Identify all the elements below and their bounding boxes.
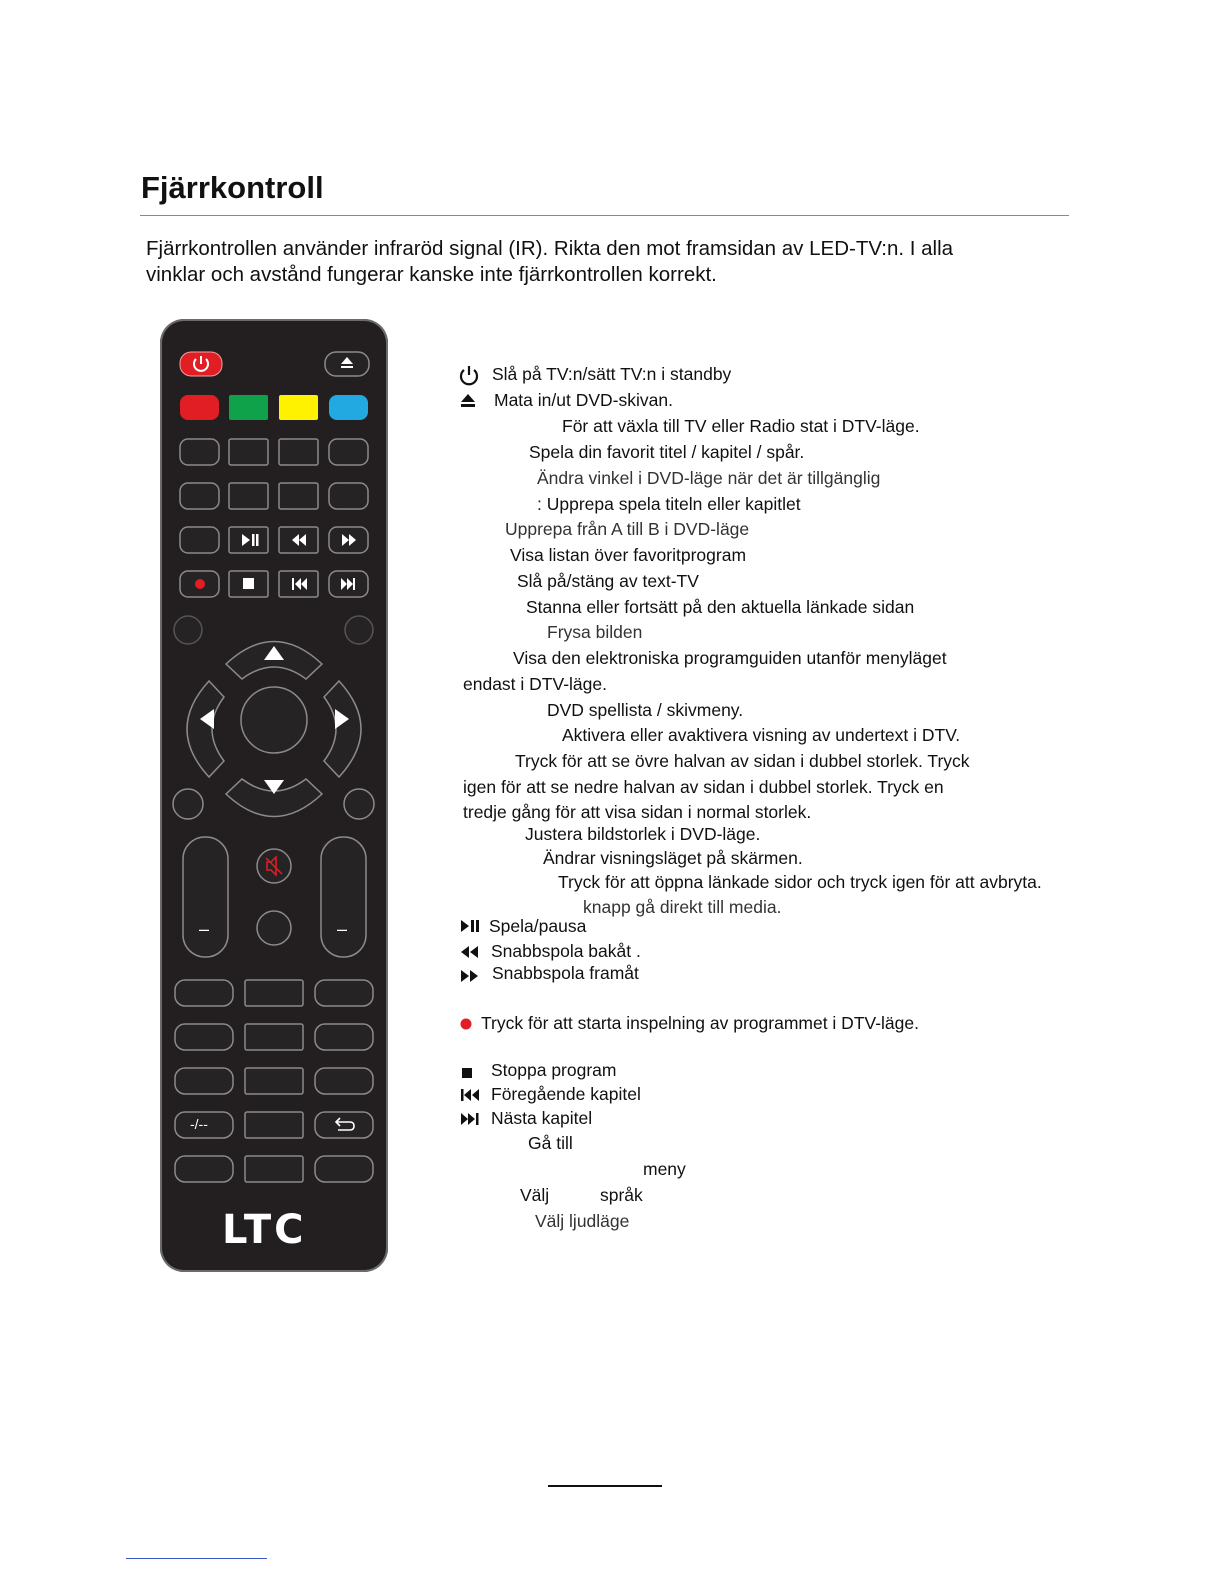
title-divider bbox=[140, 215, 1069, 216]
desc-stop: Stoppa program bbox=[491, 1060, 617, 1080]
round-button-left bbox=[173, 789, 203, 819]
ok-button bbox=[241, 687, 307, 753]
stop-icon bbox=[243, 578, 254, 589]
previous-icon bbox=[460, 1087, 480, 1107]
blue-button bbox=[329, 395, 368, 420]
desc-display-mode: Ändrar visningsläget på skärmen. bbox=[543, 848, 803, 868]
desc-freeze: Frysa bilden bbox=[547, 622, 643, 642]
desc-favorite-title: Spela din favorit titel / kapitel / spår. bbox=[529, 442, 805, 462]
desc-menu: meny bbox=[643, 1159, 686, 1179]
desc-next: Nästa kapitel bbox=[491, 1108, 593, 1128]
number-button bbox=[245, 1068, 303, 1094]
function-button bbox=[279, 439, 318, 465]
footer-link-line bbox=[126, 1558, 267, 1559]
desc-record: Tryck för att starta inspelning av programmet i DTV-läge. bbox=[481, 1013, 919, 1033]
function-button bbox=[180, 483, 219, 509]
number-button bbox=[315, 1024, 373, 1050]
desc-epg: Visa den elektroniska programguiden utanför menyläget bbox=[513, 648, 947, 668]
number-button bbox=[245, 1112, 303, 1138]
intro-paragraph bbox=[146, 236, 1066, 288]
round-button-right bbox=[345, 616, 373, 644]
record-icon bbox=[195, 579, 205, 589]
desc-size-1: Tryck för att se övre halvan av sidan i dubbel storlek. Tryck bbox=[515, 751, 970, 771]
desc-teletext: Slå på/stäng av text-TV bbox=[517, 571, 699, 591]
desc-ab-repeat: Upprepa från A till B i DVD-läge bbox=[505, 519, 750, 539]
yellow-button bbox=[279, 395, 318, 420]
intro-line-1: Fjärrkontrollen använder infraröd signal (IR). Rikta den mot framsidan av LED-TV:n. I alla bbox=[146, 237, 954, 260]
round-button-right bbox=[344, 789, 374, 819]
desc-tv-radio: För att växla till TV eller Radio stat i DTV-läge. bbox=[562, 416, 920, 436]
function-button bbox=[229, 483, 268, 509]
rewind-icon bbox=[460, 944, 480, 964]
play-pause-icon bbox=[460, 918, 480, 939]
record-icon bbox=[459, 1016, 473, 1036]
number-button bbox=[315, 1068, 373, 1094]
function-button bbox=[329, 439, 368, 465]
desc-zoom: Justera bildstorlek i DVD-läge. bbox=[525, 824, 761, 844]
volume-minus-label: – bbox=[199, 919, 210, 939]
desc-rewind: Snabbspola bakåt . bbox=[491, 941, 641, 961]
desc-eject: Mata in/ut DVD-skivan. bbox=[494, 390, 673, 410]
desc-goto: Gå till bbox=[528, 1133, 573, 1153]
desc-select: Välj bbox=[520, 1185, 550, 1205]
page-number-line bbox=[548, 1485, 662, 1487]
desc-index: Tryck för att öppna länkade sidor och tryck igen för att avbryta. bbox=[558, 872, 1042, 892]
remote-control-illustration bbox=[160, 319, 388, 1272]
number-button bbox=[245, 980, 303, 1006]
function-button bbox=[245, 1156, 303, 1182]
number-button bbox=[175, 1024, 233, 1050]
function-button bbox=[229, 439, 268, 465]
red-button bbox=[180, 395, 219, 420]
desc-power: Slå på TV:n/sätt TV:n i standby bbox=[492, 364, 732, 384]
function-button bbox=[175, 1156, 233, 1182]
desc-size-3: tredje gång för att visa sidan i normal storlek. bbox=[463, 802, 812, 822]
desc-play-pause: Spela/pausa bbox=[489, 916, 587, 936]
next-icon bbox=[460, 1111, 480, 1131]
desc-language: språk bbox=[600, 1185, 643, 1205]
function-button bbox=[279, 483, 318, 509]
function-button bbox=[180, 527, 219, 553]
number-button bbox=[175, 980, 233, 1006]
page-title: Fjärrkontroll bbox=[141, 170, 324, 205]
desc-previous: Föregående kapitel bbox=[491, 1084, 641, 1104]
desc-angle: Ändra vinkel i DVD-läge när det är tillgänglig bbox=[537, 468, 881, 488]
function-button bbox=[329, 483, 368, 509]
desc-sound-mode: Välj ljudläge bbox=[535, 1211, 630, 1231]
round-button-left bbox=[174, 616, 202, 644]
recall-button bbox=[315, 1112, 373, 1138]
stop-icon bbox=[461, 1064, 473, 1084]
brand-logo: LTC bbox=[222, 1207, 307, 1253]
desc-repeat: : Upprepa spela titeln eller kapitlet bbox=[537, 494, 801, 514]
number-button bbox=[315, 980, 373, 1006]
green-button bbox=[229, 395, 268, 420]
function-button bbox=[180, 439, 219, 465]
desc-subtitle: Aktivera eller avaktivera visning av undertext i DTV. bbox=[562, 725, 961, 745]
intro-line-2: vinklar och avstånd fungerar kanske inte fjärrkontrollen korrekt. bbox=[146, 263, 717, 286]
desc-epg-cont: endast i DTV-läge. bbox=[463, 674, 607, 694]
fast-forward-icon bbox=[460, 968, 480, 988]
desc-hold: Stanna eller fortsätt på den aktuella länkade sidan bbox=[526, 597, 915, 617]
desc-fast-forward: Snabbspola framåt bbox=[492, 963, 639, 983]
power-icon bbox=[458, 364, 480, 391]
desc-playlist: DVD spellista / skivmeny. bbox=[547, 700, 744, 720]
channel-minus-label: – bbox=[337, 919, 348, 939]
function-button bbox=[315, 1156, 373, 1182]
number-button bbox=[245, 1024, 303, 1050]
dash-label: -/-- bbox=[190, 1116, 208, 1132]
desc-size-2: igen för att se nedre halvan av sidan i dubbel storlek. Tryck en bbox=[463, 777, 944, 797]
number-button bbox=[175, 1068, 233, 1094]
eject-icon bbox=[459, 392, 477, 415]
desc-fav-list: Visa listan över favoritprogram bbox=[510, 545, 747, 565]
desc-media: knapp gå direkt till media. bbox=[583, 897, 782, 917]
center-round-button bbox=[257, 911, 291, 945]
